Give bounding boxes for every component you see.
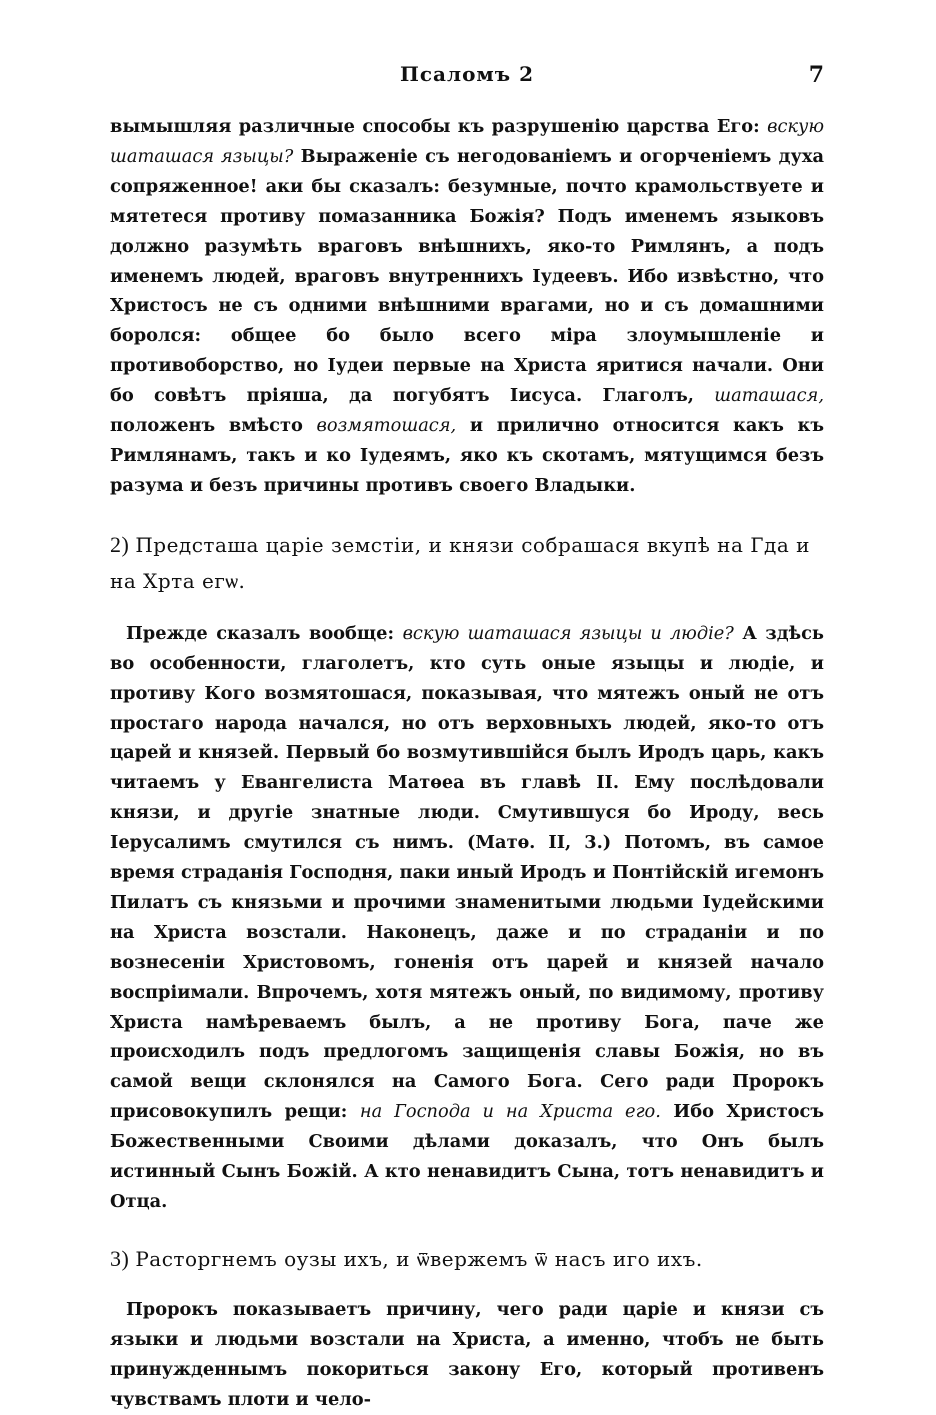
quotation-italic: возмятошася, (316, 415, 457, 437)
quotation-italic: вскую шаташася языцы? (110, 116, 824, 167)
church-slavonic-verse-text: Расторгнемъ оузы ихъ, и ѿвержемъ ѿ насъ иго ихъ. (135, 1246, 703, 1271)
quotation-italic: на Господа и на Христа его. (359, 1101, 661, 1123)
page-number: 7 (808, 62, 824, 88)
quotation-italic: вскую шаташася языцы и людіе? (402, 622, 734, 644)
text-run: Выраженіе съ негодованіемъ и огорченіемъ духа сопряженное! аки бы сказалъ: безумные, почто крамольствуете и мятетеся противу помазанника Божія? Подъ именемъ языковъ должно разумѣть враговъ внѣшнихъ, яко-то Римлянъ, а подъ именемъ людей, враговъ внутреннихъ Іудеевъ. Ибо извѣстно, что Христосъ не съ одними внѣшними врагами, но и съ домашними боролся: общее бо было всего міра злоумышленіе и противоборство, но Іудеи первые на Христа яритися начали. Они бо совѣтъ пріяша, да погубятъ Іисуса. Глаголъ, (110, 145, 824, 407)
psalm-verse-3 (110, 1241, 824, 1277)
commentary-paragraph-3 (110, 1295, 824, 1415)
text-run: вымышляя различные способы къ разрушенію царства Его: (110, 116, 768, 137)
page-header (110, 62, 824, 92)
text-run: Пророкъ показываетъ причину, чего ради царіе и князи съ языки и людьми возстали на Христа, а именно, чтобъ не быть принужденнымъ покориться закону Его, который противенъ чувствамъ плоти и чело- (110, 1298, 824, 1410)
text-run: Ибо Христосъ Божественными Своими дѣлами доказалъ, что Онъ былъ истинный Сынъ Божій. А кто ненавидитъ Сына, тотъ ненавидитъ и Отца. (110, 1101, 824, 1212)
running-title: Псаломъ 2 (399, 62, 535, 86)
text-run: Прежде сказалъ вообще: (126, 622, 403, 644)
text-run: положенъ вмѣсто (110, 415, 317, 437)
verse-number: 3) (110, 1245, 130, 1271)
verse-number: 2) (110, 531, 130, 557)
text-run: и прилично относится какъ къ Римлянамъ, такъ и ко Іудеямъ, яко къ скотамъ, мятущимся безъ разума и безъ причины противъ своего Владыки. (110, 415, 824, 496)
psalm-verse-2 (110, 527, 824, 599)
text-run: А здѣсь во особенности, глаголетъ, кто суть оные языцы и людіе, и противу Кого возмятошася, показывая, что мятежъ оный не отъ простаго народа начался, но отъ верховныхъ людей, яко-то отъ царей и князей. Первый бо возмутившійся былъ Иродъ царь, какъ читаемъ у Евангелиста Матѳеа въ главѣ II. Ему послѣдовали князи, и другіе знатные люди. Смутившуся бо Ироду, весь Іерусалимъ смутился съ нимъ. (Матѳ. II, 3.) Потомъ, въ самое время страданія Господня, паки иный Иродъ и Понтійскій игемонъ Пилатъ съ князьми и прочими знаменитыми людьми Іудейскими на Христа возстали. Наконецъ, даже и по страданіи и по вознесеніи Христовомъ, гоненія отъ царей и князей начало воспріимали. Впрочемъ, хотя мятежъ оный, по видимому, противу Христа намѣреваемъ былъ, а не противу Бога, паче же происходилъ подъ предлогомъ защищенія славы Божія, но въ самой вещи склонялся на Самого Бога. Сего ради Пророкъ присовокупилъ рещи: (110, 622, 824, 1123)
church-slavonic-verse-text: Предсташа царіе земстіи, и князи собрашася вкупѣ на Гда и на Хрта егѡ. (110, 532, 810, 593)
commentary-paragraph-2 (110, 619, 824, 1217)
commentary-paragraph-1 (110, 112, 824, 501)
page-body (110, 112, 824, 1415)
quotation-italic: шаташася, (714, 385, 824, 407)
